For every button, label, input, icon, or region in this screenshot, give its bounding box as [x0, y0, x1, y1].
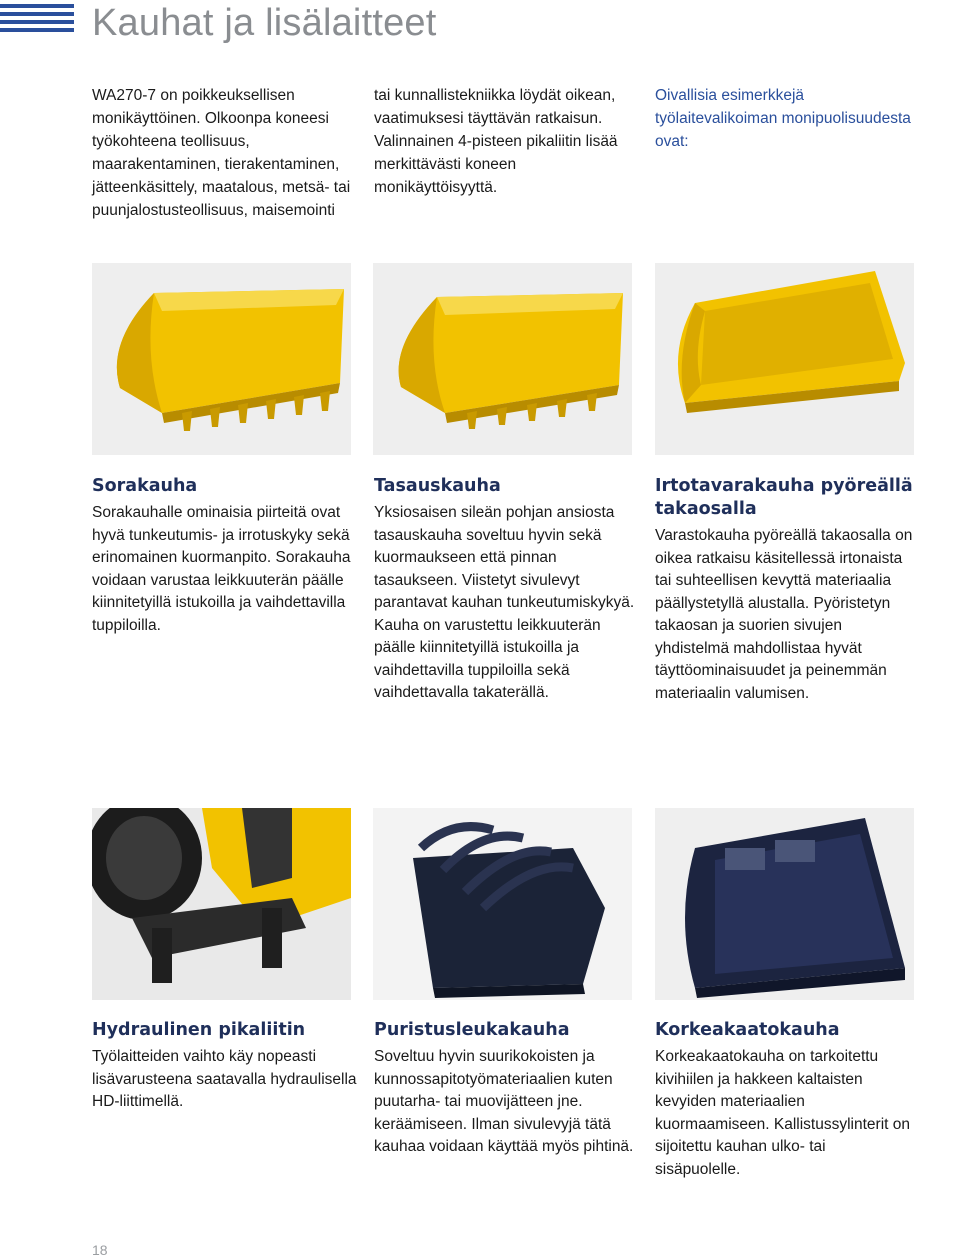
item-gravel-bucket — [92, 475, 360, 637]
item-title: Hydraulinen pikaliitin — [92, 1020, 306, 1040]
item-hydraulic-quick-coupler — [92, 1019, 360, 1114]
item-title: Sorakauha — [92, 476, 198, 496]
intro-column-2: tai kunnallistekniikka löydät oikean, vaatimuksesi täyttävän ratkaisun. Valinnainen 4-pisteen pikaliitin lisää merkittävästi koneen monikäyttöisyyttä. — [374, 87, 618, 196]
item-description: Korkeakaatokauha on tarkoitettu kivihiilen ja hakkeen kaltaisten kevyiden materiaalien kuormaamiseen. Kallistussylinterit on sijoitettu kauhan ulko- tai sisäpuolelle. — [655, 1048, 910, 1178]
item-description: Yksiosaisen sileän pohjan ansiosta tasauskauha soveltuu hyvin sekä kuormaukseen että pinnan tasaukseen. Viistetyt sivulevyt parantavat kauhan tunkeutumiskykyä. Kauha on varustettu leikkuuterän päälle kiinnitetyillä istukoilla ja vaihdettavilla tuppiloilla sekä vaihdettavalla takaterällä. — [374, 504, 635, 701]
item-description: Varastokauha pyöreällä takaosalla on oikea ratkaisu käsitellessä irtonaista tai suhteellisen kevyttä materiaalia päällystetyllä alustalla. Pyöristetyn takaosan ja suorien sivujen yhdistelmä mahdollistaa hyvät täyttöominaisuudet ja peinemmän materiaalin valumisen. — [655, 527, 913, 702]
intro-column-3: Oivallisia esimerkkejä työlaitevalikoiman monipuolisuudesta ovat: — [655, 87, 911, 150]
item-title: Tasauskauha — [374, 476, 501, 496]
header-stripes — [0, 4, 74, 40]
item-title: Puristusleukakauha — [374, 1020, 570, 1040]
item-description: Työlaitteiden vaihto käy nopeasti lisävarusteena saatavalla hydraulisella HD-liittimellä. — [92, 1048, 357, 1110]
hydraulic-quick-coupler-image — [92, 808, 351, 1000]
grapple-bucket-image — [373, 808, 632, 1000]
item-grapple-bucket — [374, 1019, 642, 1159]
item-title: Irtotavarakauha pyöreällä takaosalla — [655, 476, 913, 519]
gravel-bucket-image — [92, 263, 351, 455]
item-title: Korkeakaatokauha — [655, 1020, 840, 1040]
item-high-dump-bucket — [655, 1019, 913, 1181]
page-number: 18 — [92, 1242, 108, 1258]
item-description: Sorakauhalle ominaisia piirteitä ovat hyvä tunkeutumis- ja irrotuskyky sekä erinomainen kuormanpito. Sorakauha voidaan varustaa leikkuuterän päälle kiinnitetyillä istukoilla ja vaihdettavilla tuppiloilla. — [92, 504, 351, 634]
rounded-back-bucket-image — [655, 263, 914, 455]
high-dump-bucket-image — [655, 808, 914, 1000]
item-leveling-bucket — [374, 475, 642, 705]
intro-column-1: WA270-7 on poikkeuksellisen monikäyttöinen. Olkoonpa koneesi työkohteena teollisuus, maarakentaminen, tierakentaminen, jätteenkäsittely, maatalous, metsä- tai puunjalostusteollisuus, maisemointi — [92, 87, 351, 219]
leveling-bucket-image — [373, 263, 632, 455]
page-title: Kauhat ja lisälaitteet — [92, 2, 437, 44]
item-description: Soveltuu hyvin suurikokoisten ja kunnossapitotyömateriaalien kuten puutarha- tai muovijätteen jne. keräämiseen. Ilman sivulevyjä tätä kauhaa voidaan käyttää myös pihtinä. — [374, 1048, 634, 1155]
item-rounded-back-bucket — [655, 475, 913, 705]
